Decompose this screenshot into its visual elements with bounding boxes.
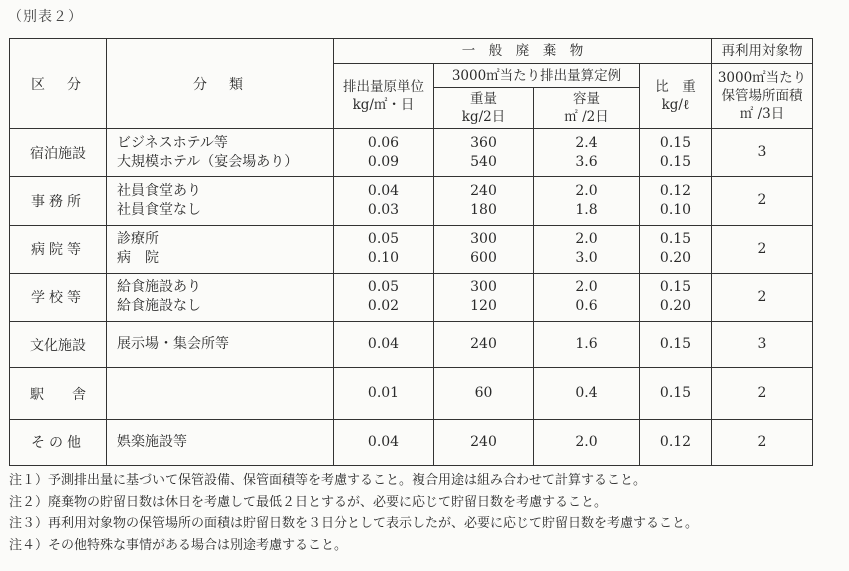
category-cell: 病院等 (10, 225, 107, 273)
volume-cell-line: 1.6 (575, 336, 598, 353)
classification-cell-line: 大規模ホテル（宴会場あり） (117, 153, 299, 170)
weight-cell (434, 273, 534, 321)
unit-rate-cell (334, 368, 434, 419)
unit-rate-cell (334, 322, 434, 368)
classification-cell-line: 診療所 (117, 231, 159, 248)
volume-cell-line: 0.6 (575, 298, 598, 315)
volume-cell-line: 2.0 (575, 231, 598, 248)
weight-cell-line: 240 (470, 336, 497, 353)
header-volume (534, 88, 640, 129)
unit-rate-cell-line: 0.04 (367, 336, 400, 353)
volume-cell (534, 419, 640, 465)
volume-cell (534, 129, 640, 177)
weight-cell (434, 225, 534, 273)
area-cell: 3 (712, 322, 813, 368)
gravity-cell (640, 419, 712, 465)
weight-cell-line: 120 (470, 298, 497, 315)
unit-rate-cell-line: 0.02 (367, 298, 400, 315)
table-row (10, 419, 813, 465)
weight-cell-line: 240 (470, 182, 497, 199)
weight-cell-line: 180 (470, 201, 497, 218)
gravity-cell (640, 129, 712, 177)
area-cell: 2 (712, 419, 813, 465)
header-unit-rate (334, 64, 434, 129)
volume-cell (534, 368, 640, 419)
table-row (10, 273, 813, 321)
classification-cell (107, 177, 334, 225)
header-recycle-area (712, 64, 813, 129)
category-cell: 宿泊施設 (10, 129, 107, 177)
unit-rate-cell (334, 419, 434, 465)
classification-cell (107, 129, 334, 177)
classification-cell-line: 病 院 (117, 250, 159, 267)
header-weight-label: 重量 (470, 91, 497, 107)
header-general-waste: 一 般 廃 棄 物 (334, 39, 712, 64)
table-body (10, 129, 813, 466)
weight-cell (434, 419, 534, 465)
volume-cell-line: 2.4 (575, 134, 598, 151)
weight-cell-line: 600 (470, 250, 497, 267)
header-gravity-unit: kg/ℓ (661, 97, 690, 113)
area-cell: 2 (712, 273, 813, 321)
table-caption: （別表２） (8, 9, 83, 25)
note-item: 注１）予測排出量に基づいて保管設備、保管面積等を考慮すること。複合用途は組み合わせて計算すること。 (9, 473, 647, 488)
volume-cell-line: 2.0 (575, 433, 598, 450)
unit-rate-cell-line: 0.04 (367, 433, 400, 450)
weight-cell (434, 177, 534, 225)
gravity-cell (640, 225, 712, 273)
header-unit-rate-unit: kg/㎡・日 (352, 97, 415, 113)
classification-cell-line: 社員食堂あり (117, 182, 201, 199)
volume-cell-line: 3.0 (575, 250, 598, 267)
category-cell: 駅 舎 (10, 368, 107, 419)
unit-rate-cell (334, 273, 434, 321)
volume-cell (534, 225, 640, 273)
classification-cell (107, 368, 334, 419)
gravity-cell-line: 0.10 (659, 201, 692, 218)
classification-cell-line: 給食施設あり (117, 279, 201, 296)
gravity-cell-line: 0.12 (659, 182, 692, 199)
weight-cell-line: 60 (474, 385, 493, 402)
waste-table (9, 38, 813, 466)
note-item: 注４）その他特殊な事情がある場合は別途考慮すること。 (9, 537, 348, 553)
classification-cell-line: 展示場・集会所等 (117, 336, 229, 353)
area-cell: 2 (712, 225, 813, 273)
table-row (10, 225, 813, 273)
unit-rate-cell-line: 0.04 (367, 182, 400, 199)
table-row (10, 177, 813, 225)
weight-cell-line: 240 (470, 433, 497, 450)
unit-rate-cell-line: 0.09 (367, 153, 400, 170)
unit-rate-cell-line: 0.10 (367, 250, 400, 267)
gravity-cell-line: 0.20 (659, 298, 692, 315)
volume-cell (534, 177, 640, 225)
unit-rate-cell-line: 0.01 (367, 385, 400, 402)
header-recycle-area-2: 保管場所面積 (721, 88, 803, 104)
header-weight-unit: kg/2日 (461, 109, 506, 125)
classification-cell-line: 社員食堂なし (117, 201, 201, 218)
weight-cell (434, 368, 534, 419)
weight-cell-line: 360 (470, 134, 497, 151)
unit-rate-cell (334, 177, 434, 225)
gravity-cell-line: 0.15 (659, 279, 692, 296)
classification-cell (107, 322, 334, 368)
volume-cell (534, 322, 640, 368)
header-recycle: 再利用対象物 (712, 39, 813, 64)
unit-rate-cell (334, 129, 434, 177)
table-row (10, 322, 813, 368)
header-volume-label: 容量 (573, 91, 600, 107)
weight-cell-line: 300 (470, 279, 497, 296)
area-cell: 2 (712, 177, 813, 225)
gravity-cell-line: 0.15 (659, 231, 692, 248)
header-weight (434, 88, 534, 129)
classification-cell-line: 娯楽施設等 (117, 433, 187, 450)
volume-cell (534, 273, 640, 321)
unit-rate-cell-line: 0.06 (367, 134, 400, 151)
category-cell: その他 (10, 419, 107, 465)
category-cell: 文化施設 (10, 322, 107, 368)
area-cell: 3 (712, 129, 813, 177)
table-row (10, 368, 813, 419)
header-unit-rate-label: 排出量原単位 (343, 79, 424, 95)
classification-cell-line: 給食施設なし (117, 298, 201, 315)
classification-cell (107, 419, 334, 465)
weight-cell (434, 322, 534, 368)
volume-cell-line: 2.0 (575, 279, 598, 296)
volume-cell-line: 0.4 (575, 385, 598, 402)
weight-cell (434, 129, 534, 177)
gravity-cell (640, 322, 712, 368)
header-recycle-area-3: ㎡ /3日 (739, 106, 785, 122)
unit-rate-cell-line: 0.03 (367, 201, 400, 218)
gravity-cell (640, 273, 712, 321)
classification-cell-line: ビジネスホテル等 (117, 134, 228, 151)
gravity-cell-line: 0.20 (659, 250, 692, 267)
header-recycle-area-1: 3000㎡当たり (717, 70, 807, 86)
header-bunrui: 分 類 (107, 39, 334, 129)
gravity-cell-line: 0.15 (659, 134, 692, 151)
gravity-cell-line: 0.15 (659, 153, 692, 170)
volume-cell-line: 1.8 (575, 201, 598, 218)
gravity-cell-line: 0.15 (659, 385, 692, 402)
area-cell: 2 (712, 368, 813, 419)
unit-rate-cell-line: 0.05 (367, 279, 400, 296)
header-kubun: 区 分 (10, 39, 107, 129)
note-item: 注２）廃棄物の貯留日数は休日を考慮して最低２日とするが、必要に応じて貯留日数を考慮すること。 (9, 494, 608, 510)
header-gravity (640, 64, 712, 129)
header-calc-example: 3000㎡当たり排出量算定例 (434, 64, 640, 88)
notes (9, 470, 845, 556)
classification-cell (107, 225, 334, 273)
weight-cell-line: 540 (470, 153, 497, 170)
classification-cell (107, 273, 334, 321)
volume-cell-line: 3.6 (575, 153, 598, 170)
gravity-cell-line: 0.12 (659, 433, 692, 450)
unit-rate-cell-line: 0.05 (367, 231, 400, 248)
header-gravity-label: 比 重 (655, 79, 696, 95)
gravity-cell (640, 368, 712, 419)
gravity-cell (640, 177, 712, 225)
note-item: 注３）再利用対象物の保管場所の面積は貯留日数を３日分として表示したが、必要に応じて貯留日数を考慮すること。 (9, 516, 699, 531)
unit-rate-cell (334, 225, 434, 273)
gravity-cell-line: 0.15 (659, 336, 692, 353)
category-cell: 学校等 (10, 273, 107, 321)
header-volume-unit: ㎡ /2日 (564, 109, 609, 125)
weight-cell-line: 300 (470, 231, 497, 248)
volume-cell-line: 2.0 (575, 182, 598, 199)
category-cell: 事務所 (10, 177, 107, 225)
table-row (10, 129, 813, 177)
